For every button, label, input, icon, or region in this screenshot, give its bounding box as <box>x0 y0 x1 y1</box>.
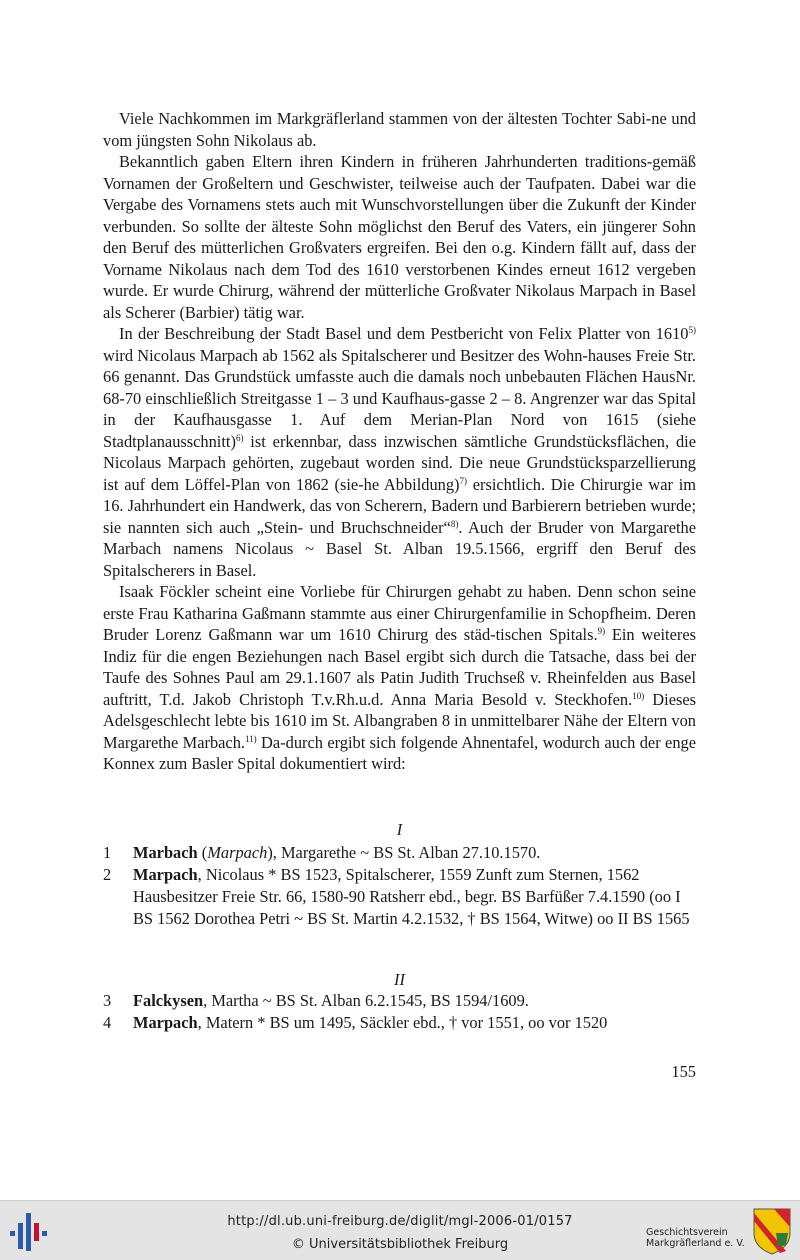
society-name-line: Geschichtsverein <box>646 1227 728 1238</box>
document-url-link[interactable]: http://dl.ub.uni-freiburg.de/diglit/mgl-2006-01/0157 <box>227 1214 573 1229</box>
paragraph-text: Isaak Föckler scheint eine Vorliebe für Chirurgen gehabt zu haben. Denn schon seine erste Frau Katharina Gaßmann stammte aus einer Chirurgenfamilie in Schopfheim. Deren Bruder Lorenz Gaßmann war um 1610 Chirurg des städ-tischen Spitals. <box>103 582 696 644</box>
paragraph-text: . Auch der Bruder von Margarethe Marbach namens Nicolaus ~ Basel St. Alban 19.5.1566, ergriff den Beruf des Spitalscherers in Basel. <box>103 517 696 580</box>
ancestor-entry <box>103 990 696 1012</box>
paragraph-text: wird Nicolaus Marpach ab 1562 als Spitalscherer und Besitzer des Wohn-hauses Freie Str. 66 genannt. Das Grundstück umfasste auch die damals noch unbebauten Flächen HausNr. 68-70 einschließlich Streitgasse 1 – 3 und Kaufhaus-gasse 2 – 8. Angrenzer war das Spital in der Kaufhausgasse 1. Auf dem Merian-Plan Nord von 1615 (siehe Stadtplanausschnitt) <box>103 345 696 451</box>
entry-variant-name: Marpach <box>207 843 268 862</box>
paragraph-text: ersichtlich. Die Chirurgie war im 16. Jahrhundert ein Handwerk, das von Scherern, Badern und Barbierern betrieben wurde; sie nannten sich auch „Stein- und Bruchschneider“ <box>103 474 697 537</box>
footnote-ref: 5) <box>688 325 696 335</box>
entry-text <box>133 990 696 1012</box>
entry-surname: Marpach <box>133 865 198 884</box>
body-text <box>103 108 696 775</box>
ancestor-list <box>103 842 696 930</box>
entry-details: ), Margarethe ~ BS St. Alban 27.10.1570. <box>267 843 541 862</box>
paragraph-3 <box>103 323 696 581</box>
footnote-ref: 8) <box>450 518 459 529</box>
entry-number: 1 <box>103 843 112 862</box>
ancestor-list <box>103 990 696 1034</box>
footnote-ref: 10) <box>632 690 645 701</box>
ancestor-entry <box>103 864 696 930</box>
paragraph-text: ist erkennbar, dass inzwischen sämtliche Grundstücksflächen, die Nicolaus Marpach gehörten, zugebaut worden sind. Die neue Grundstücksparzellierung ist auf dem Löffel-Plan von 1862 (sie-he Abbildung) <box>103 431 696 494</box>
paragraph-text: Viele Nachkommen im Markgräflerland stammen von der ältesten Tochter Sabi-ne und vom jüngsten Sohn Nikolaus ab. <box>103 109 696 150</box>
entry-number: 2 <box>103 865 112 884</box>
copyright-notice: © Universitätsbibliothek Freiburg <box>291 1237 509 1252</box>
entry-text <box>133 842 696 864</box>
page-number: 155 <box>671 1062 696 1081</box>
paragraph-text: Da-durch ergibt sich folgende Ahnentafel, wodurch auch der enge Konnex zum Basler Spital dokumentiert wird: <box>103 732 696 773</box>
society-name-line: Markgräflerland e. V. <box>646 1238 745 1249</box>
entry-number: 4 <box>103 1013 112 1032</box>
paragraph-4 <box>103 581 696 775</box>
entry-text <box>133 1012 696 1034</box>
entry-number: 3 <box>103 991 112 1010</box>
paragraph-2 <box>103 151 696 323</box>
entry-surname: Falckysen <box>133 991 204 1010</box>
footnote-ref: 7) <box>459 475 468 486</box>
ancestor-entry <box>103 1012 696 1034</box>
footnote-ref: 6) <box>235 432 244 443</box>
entry-details: , Martha ~ BS St. Alban 6.2.1545, BS 1594/1609. <box>203 991 529 1010</box>
entry-text <box>133 864 696 930</box>
society-crest-icon[interactable] <box>752 1207 792 1255</box>
entry-details: , Nicolaus * BS 1523, Spitalscherer, 1559 Zunft zum Sternen, 1562 Hausbesitzer Freie Str. 66, 1580-90 Ratsherr ebd., begr. BS Barfüßer 7.4.1590 (oo I BS 1562 Dorothea Petri ~ BS St. Martin 4.2.1532, † BS 1564, Witwe) oo II BS 1565 <box>133 865 690 928</box>
footnote-ref: 9) <box>597 626 606 636</box>
entry-details: ( <box>197 843 208 862</box>
generation-heading: I <box>396 820 403 839</box>
society-name[interactable] <box>646 1227 745 1249</box>
entry-surname: Marpach <box>133 1013 198 1032</box>
generation-heading: II <box>394 970 405 989</box>
viewer-footer <box>0 1200 800 1260</box>
paragraph-text: Bekanntlich gaben Eltern ihren Kindern in früheren Jahrhunderten traditions-gemäß Vornamen der Großeltern und Geschwister, teilweise auch der Taufpaten. Dabei war die Vergabe des Vornamens stets auch mit Wunschvorstellungen über die Zukunft der Kinder verbunden. So sollte der älteste Sohn möglichst den Beruf des Vaters, ein jüngerer Sohn den Beruf des mütterlichen Großvaters ergreifen. Bei den o.g. Kindern fällt auf, dass der Vorname Nikolaus nach dem Tod des 1610 verstorbenen Kindes erneut 1612 vergeben wurde. Er wurde Chirurg, während der mütterliche Großvater Nikolaus Marpach in Basel als Scherer (Barbier) tätig war. <box>103 152 696 322</box>
paragraph-text: Dieses Adelsgeschlecht lebte bis 1610 im St. Albangraben 8 in unmittelbarer Nähe der Eltern von Margarethe Marbach. <box>103 689 697 752</box>
ancestor-entry <box>103 842 696 864</box>
footnote-ref: 11) <box>244 733 257 744</box>
paragraph-text: In der Beschreibung der Stadt Basel und dem Pestbericht von Felix Platter von 1610 <box>119 324 689 343</box>
entry-surname: Marbach <box>133 843 198 862</box>
entry-details: , Matern * BS um 1495, Säckler ebd., † vor 1551, oo vor 1520 <box>197 1013 608 1032</box>
paragraph-1 <box>103 108 696 151</box>
paragraph-text: Ein weiteres Indiz für die engen Beziehungen nach Basel ergibt sich durch die Tatsache, dass bei der Taufe des Sohnes Paul am 29.1.1607 als Patin Judith Truchseß v. Rheinfelden aus Basel auftritt, T.d. Jakob Christoph T.v.Rh.u.d. Anna Maria Besold v. Steckhofen. <box>103 625 696 709</box>
